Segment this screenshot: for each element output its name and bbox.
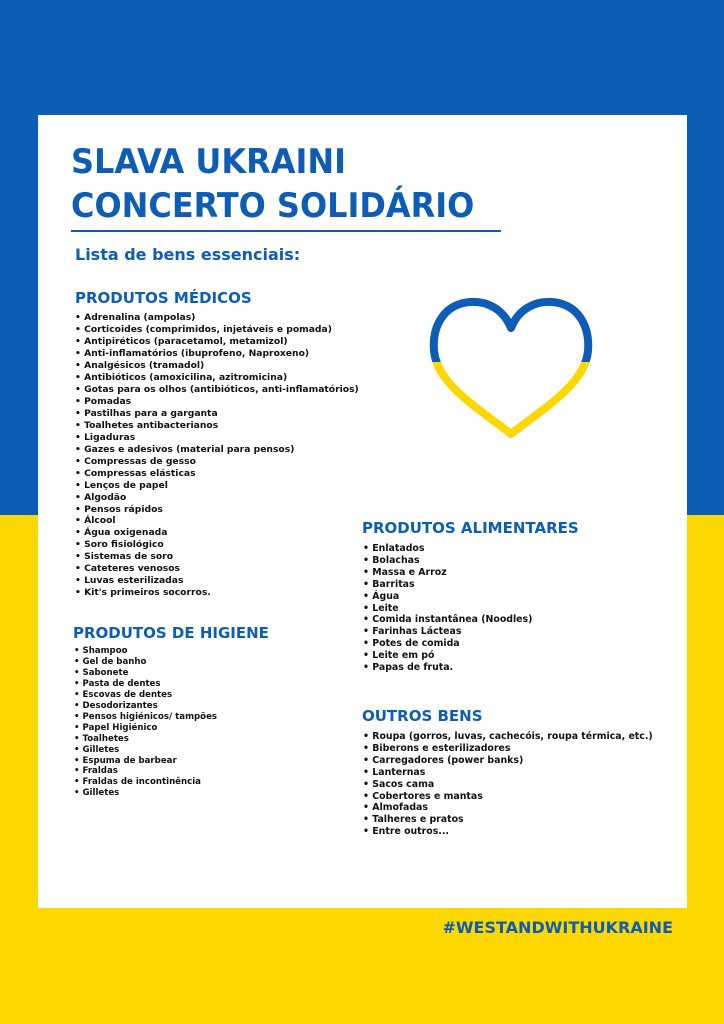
page-title: [71, 140, 474, 228]
section-title-other: OUTROS BENS: [362, 707, 483, 725]
list-item: • Toalhetes antibacterianos: [75, 420, 359, 432]
list-item: • Biberons e esterilizadores: [363, 743, 653, 755]
list-item: • Comida instantânea (Noodles): [363, 614, 532, 626]
food-items-list: [363, 543, 532, 674]
list-item: • Álcool: [75, 515, 359, 527]
list-item: • Compressas elásticas: [75, 468, 359, 480]
list-item: • Sistemas de soro: [75, 551, 359, 563]
list-item: • Gotas para os olhos (antibióticos, anti-inflamatórios): [75, 384, 359, 396]
list-item: • Leite em pó: [363, 650, 532, 662]
list-item: • Sabonete: [74, 668, 217, 679]
list-item: • Gilletes: [74, 788, 217, 799]
list-item: • Espuma de barbear: [74, 756, 217, 767]
list-item: • Gazes e adesivos (material para pensos): [75, 444, 359, 456]
list-item: • Massa e Arroz: [363, 567, 532, 579]
list-item: • Ligaduras: [75, 432, 359, 444]
list-item: • Entre outros...: [363, 826, 653, 838]
list-item: • Soro fisiológico: [75, 539, 359, 551]
list-item: • Escovas de dentes: [74, 690, 217, 701]
list-item: • Enlatados: [363, 543, 532, 555]
list-item: • Água: [363, 591, 532, 603]
list-item: • Almofadas: [363, 802, 653, 814]
list-item: • Desodorizantes: [74, 701, 217, 712]
title-line-1: SLAVA UKRAINI: [71, 142, 346, 182]
section-title-hygiene: PRODUTOS DE HIGIENE: [73, 624, 269, 642]
list-item: • Analgésicos (tramadol): [75, 360, 359, 372]
list-item: • Antipiréticos (paracetamol, metamizol): [75, 336, 359, 348]
list-item: • Corticoides (comprimidos, injetáveis e pomada): [75, 324, 359, 336]
title-line-2: CONCERTO SOLIDÁRIO: [71, 186, 475, 226]
list-item: • Pasta de dentes: [74, 679, 217, 690]
hashtag: #WESTANDWITHUKRAINE: [442, 918, 673, 937]
section-title-medical: PRODUTOS MÉDICOS: [75, 289, 252, 307]
section-title-food: PRODUTOS ALIMENTARES: [362, 519, 579, 537]
list-item: • Sacos cama: [363, 779, 653, 791]
list-item: • Luvas esterilizadas: [75, 575, 359, 587]
hygiene-items-list: [74, 646, 217, 799]
list-item: • Pensos higiénicos/ tampões: [74, 712, 217, 723]
list-item: • Farinhas Lácteas: [363, 626, 532, 638]
list-item: • Pensos rápidos: [75, 504, 359, 516]
other-items-list: [363, 731, 653, 838]
list-item: • Algodão: [75, 492, 359, 504]
list-item: • Pomadas: [75, 396, 359, 408]
heart-icon: [428, 296, 594, 438]
list-item: • Potes de comida: [363, 638, 532, 650]
list-item: • Barritas: [363, 579, 532, 591]
list-item: • Cobertores e mantas: [363, 791, 653, 803]
medical-items-list: [75, 312, 359, 599]
list-item: • Fraldas: [74, 766, 217, 777]
list-item: • Gilletes: [74, 745, 217, 756]
list-item: • Antibióticos (amoxicilina, azitromicina): [75, 372, 359, 384]
list-item: • Cateteres venosos: [75, 563, 359, 575]
list-item: • Shampoo: [74, 646, 217, 657]
list-item: • Leite: [363, 603, 532, 615]
title-underline: [71, 230, 501, 232]
list-item: • Água oxigenada: [75, 527, 359, 539]
list-item: • Adrenalina (ampolas): [75, 312, 359, 324]
list-item: • Lanternas: [363, 767, 653, 779]
list-item: • Toalhetes: [74, 734, 217, 745]
list-item: • Compressas de gesso: [75, 456, 359, 468]
list-item: • Carregadores (power banks): [363, 755, 653, 767]
list-item: • Pastilhas para a garganta: [75, 408, 359, 420]
list-item: • Gel de banho: [74, 657, 217, 668]
list-item: • Fraldas de incontinência: [74, 777, 217, 788]
list-item: • Lenços de papel: [75, 480, 359, 492]
list-item: • Anti-inflamatórios (ibuprofeno, Naproxeno): [75, 348, 359, 360]
list-item: • Bolachas: [363, 555, 532, 567]
list-item: • Talheres e pratos: [363, 814, 653, 826]
list-item: • Papas de fruta.: [363, 662, 532, 674]
list-item: • Kit's primeiros socorros.: [75, 587, 359, 599]
list-item: • Roupa (gorros, luvas, cachecóis, roupa térmica, etc.): [363, 731, 653, 743]
list-item: • Papel Higiénico: [74, 723, 217, 734]
subtitle: Lista de bens essenciais:: [75, 245, 301, 264]
